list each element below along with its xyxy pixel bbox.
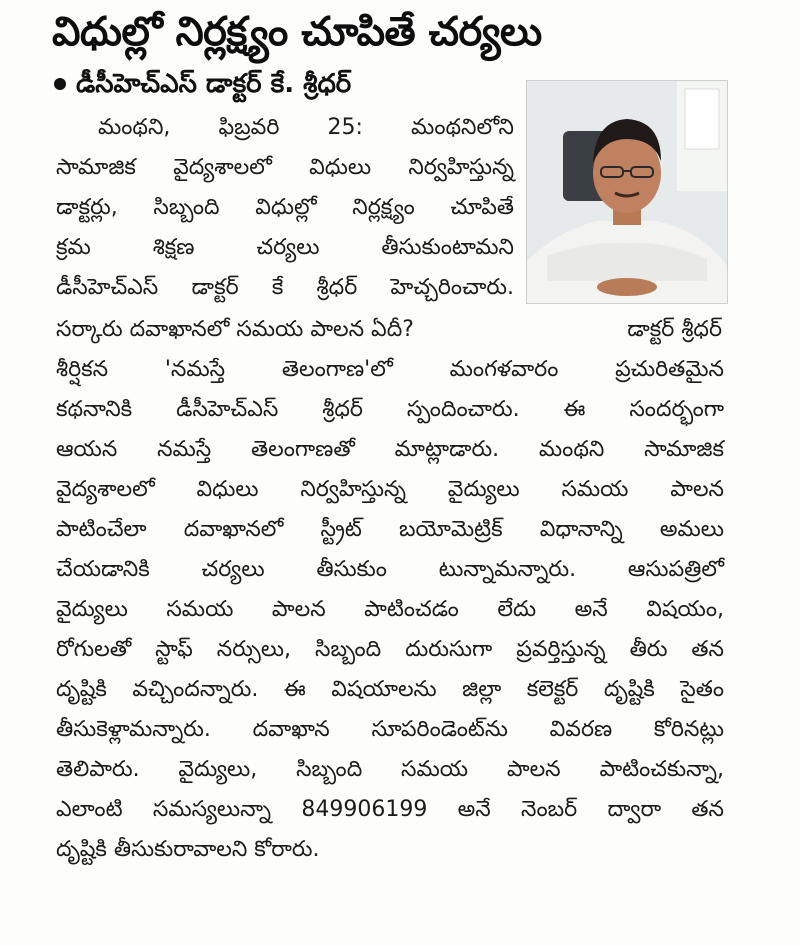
body-line: రోగులతో స్టాఫ్ నర్సులు, సిబ్బంది దురుసుగా ప్రవర్తిస్తున్న తీరు తన — [56, 637, 724, 662]
subheadline: డీసీహెచ్ఎస్ డాక్టర్ కే. శ్రీధర్ — [76, 69, 352, 99]
body-line: తెలిపారు. వైద్యులు, సిబ్బంది సమయ పాలన పాటించకున్నా, — [56, 757, 724, 782]
body-line: దృష్టికి వచ్చిందన్నారు. ఈ విషయాలను జిల్లా కలెక్టర్ దృష్టికి సైతం — [56, 677, 724, 702]
body-line: ఆయన నమస్తే తెలంగాణతో మాట్లాడారు. మంథని సామాజిక — [56, 437, 724, 462]
body-line: డీసీహెచ్ఎస్ డాక్టర్ కే శ్రీధర్ హెచ్చరించారు. — [56, 275, 514, 300]
body-line: దృష్టికి తీసుకురావాలని కోరారు. — [56, 837, 320, 862]
body-line: వైద్యులు సమయ పాలన పాటించడం లేదు అనే విషయం, — [56, 597, 724, 622]
headline: విధుల్లో నిర్లక్ష్యం చూపితే చర్యలు — [52, 9, 542, 55]
body-line: మంథని, ఫిబ్రవరి 25: మంథనిలోని — [98, 115, 514, 140]
bullet-icon — [54, 78, 66, 90]
doctor-photo — [526, 80, 728, 304]
body-line: డాక్టర్లు, సిబ్బంది విధుల్లో నిర్లక్ష్యం చూపితే — [56, 195, 514, 220]
body-line: సామాజిక వైద్యశాలలో విధులు నిర్వహిస్తున్న — [56, 155, 514, 180]
photo-caption: డాక్టర్ శ్రీధర్ — [627, 317, 722, 342]
body-line: వైద్యశాలలో విధులు నిర్వహిస్తున్న వైద్యులు సమయ పాలన — [56, 477, 724, 502]
body-line: పాటించేలా దవాఖానలో స్ట్రీట్ బయోమెట్రిక్ విధానాన్ని అమలు — [56, 517, 724, 542]
body-line: శీర్షికన 'నమస్తే తెలంగాణ'లో మంగళవారం ప్రచురితమైన — [56, 357, 724, 382]
body-line: చేయడానికి చర్యలు తీసుకుం టున్నామన్నారు. ఆసుపత్రిలో — [56, 557, 724, 582]
quoted-headline-text: సర్కారు దవాఖానలో సమయ పాలన ఏదీ? — [56, 317, 414, 342]
doctor-portrait-image — [527, 81, 727, 303]
body-line: క్రమ శిక్షణ చర్యలు తీసుకుంటామని — [56, 235, 514, 260]
body-line: ఎలాంటి సమస్యలున్నా 849906199 అనే నెంబర్ ద్వారా తన — [56, 797, 724, 822]
subheadline-row — [54, 66, 351, 102]
article-body-wide — [56, 350, 724, 870]
caption-row — [56, 310, 726, 350]
article-body-narrow — [56, 108, 514, 308]
body-line: కథనానికి డీసీహెచ్ఎస్ శ్రీధర్ స్పందించారు. ఈ సందర్భంగా — [56, 397, 724, 422]
body-line: తీసుకెళ్లామన్నారు. దవాఖాన సూపరిండెంట్‌ను వివరణ కోరినట్లు — [56, 717, 724, 742]
